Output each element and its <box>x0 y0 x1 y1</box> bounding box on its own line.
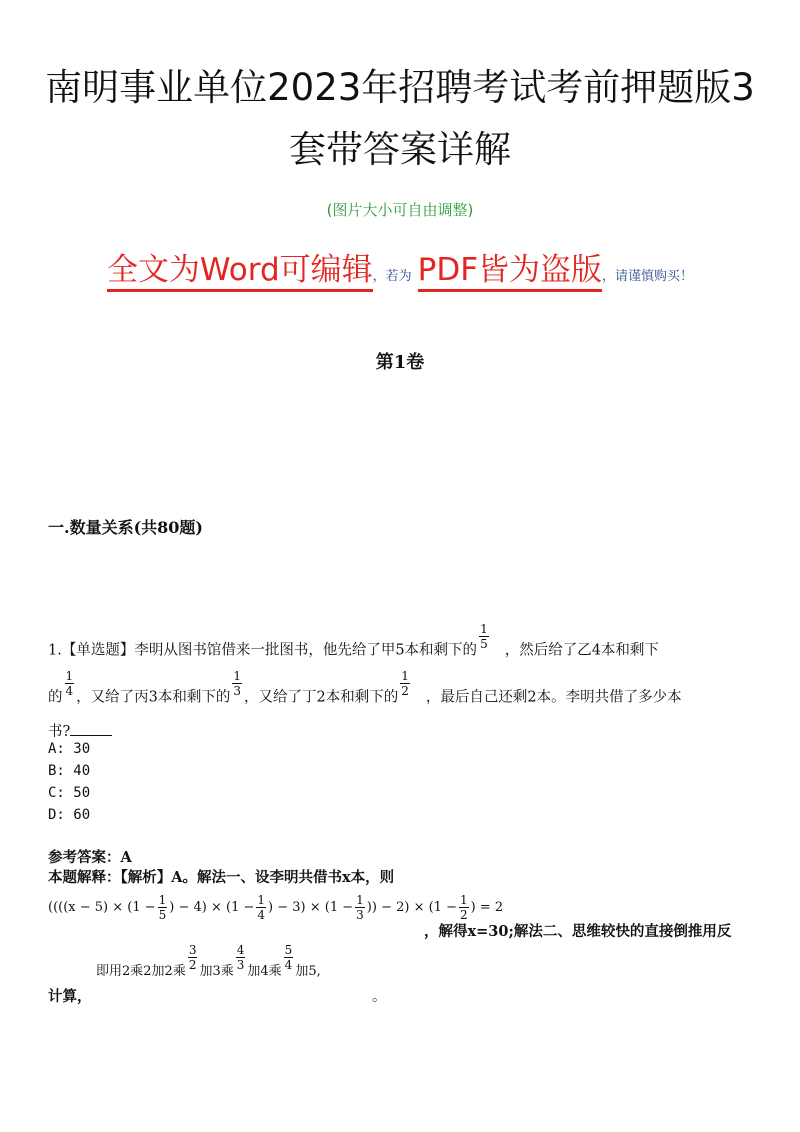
fraction-one-fifth: $\frac{1}{5}$ <box>158 893 167 922</box>
answer-blank <box>70 723 112 736</box>
question-line-3 <box>48 720 112 741</box>
fraction-one-half: $\frac{1}{2}$ <box>401 669 409 698</box>
option-a: A: 30 <box>48 741 91 757</box>
explanation-continued: ，解得x=30;解法二、思维较快的直接倒推用反 <box>424 923 732 940</box>
fraction-one-half: $\frac{1}{2}$ <box>459 893 468 922</box>
fraction-one-quarter: $\frac{1}{4}$ <box>257 893 266 922</box>
question-text: 书? <box>48 724 71 740</box>
explanation-calc-label: 计算， <box>48 988 92 1005</box>
fraction-one-quarter: $\frac{1}{4}$ <box>65 669 74 698</box>
section-heading: 一.数量关系(共80题) <box>48 518 203 537</box>
reverse-calculation: 即用2乘2加2乘 $\frac{3}{2}$ 加3乘 $\frac{4}{3}$ 加4乘 $\frac{5}{4}$ 加5, <box>96 943 321 979</box>
doc-title-line2: 套带答案详解 <box>289 128 511 171</box>
question-text: 1.【单选题】李明从图书馆借来一批图书，他先给了甲5本和剩下的 <box>48 642 478 659</box>
question-text: ，最后自己还剩2本。李明共借了多少本 <box>425 689 682 706</box>
option-d: D: 60 <box>48 807 91 823</box>
fraction-one-third: $\frac{1}{3}$ <box>233 669 242 698</box>
reference-answer: 参考答案：A <box>48 849 132 866</box>
question-text: 的 <box>48 689 63 706</box>
question-line-2 <box>48 669 682 712</box>
equation: ((((x − 5) × (1 − $\frac{1}{5}$ ) − 4) × (1 − $\frac{1}{4}$ ) − 3) × (1 − $\frac{1}{3}$ )) − 2) × (1 − $\frac{1}{2}$ ) = 2 <box>48 893 504 922</box>
doc-title-line1: 南明事业单位2023年招聘考试考前押题版3 <box>45 66 755 109</box>
volume-heading: 第1卷 <box>375 352 425 373</box>
notice-word-editable: 全文为Word可编辑 <box>107 252 373 292</box>
option-c: C: 50 <box>48 785 91 801</box>
end-period: 。 <box>372 989 387 1005</box>
fraction-one-third: $\frac{1}{3}$ <box>356 893 364 922</box>
fraction-one-fifth: $\frac{1}{5}$ <box>480 622 488 651</box>
fraction-three-halves: $\frac{3}{2}$ <box>188 943 197 972</box>
option-b: B: 40 <box>48 763 91 779</box>
copyright-notice <box>0 244 800 289</box>
fraction-four-thirds: $\frac{4}{3}$ <box>236 943 245 972</box>
notice-pdf-pirated: PDF皆为盗版 <box>418 252 602 292</box>
doc-subtitle: (图片大小可自由调整) <box>326 201 474 219</box>
notice-if: ，若为 <box>372 269 412 284</box>
explanation-text: 本题解释：【解析】A。解法一、设李明共借书x本，则 <box>48 869 395 886</box>
notice-buy-carefully: ，请谨慎购买！ <box>602 269 694 284</box>
question-text: ，然后给了乙4本和剩下 <box>504 642 659 659</box>
question-line-1 <box>48 622 659 665</box>
question-text: ，又给了丙3本和剩下的 <box>76 689 231 706</box>
fraction-five-quarters: $\frac{5}{4}$ <box>284 943 293 972</box>
question-text: ，又给了丁2本和剩下的 <box>244 689 399 706</box>
